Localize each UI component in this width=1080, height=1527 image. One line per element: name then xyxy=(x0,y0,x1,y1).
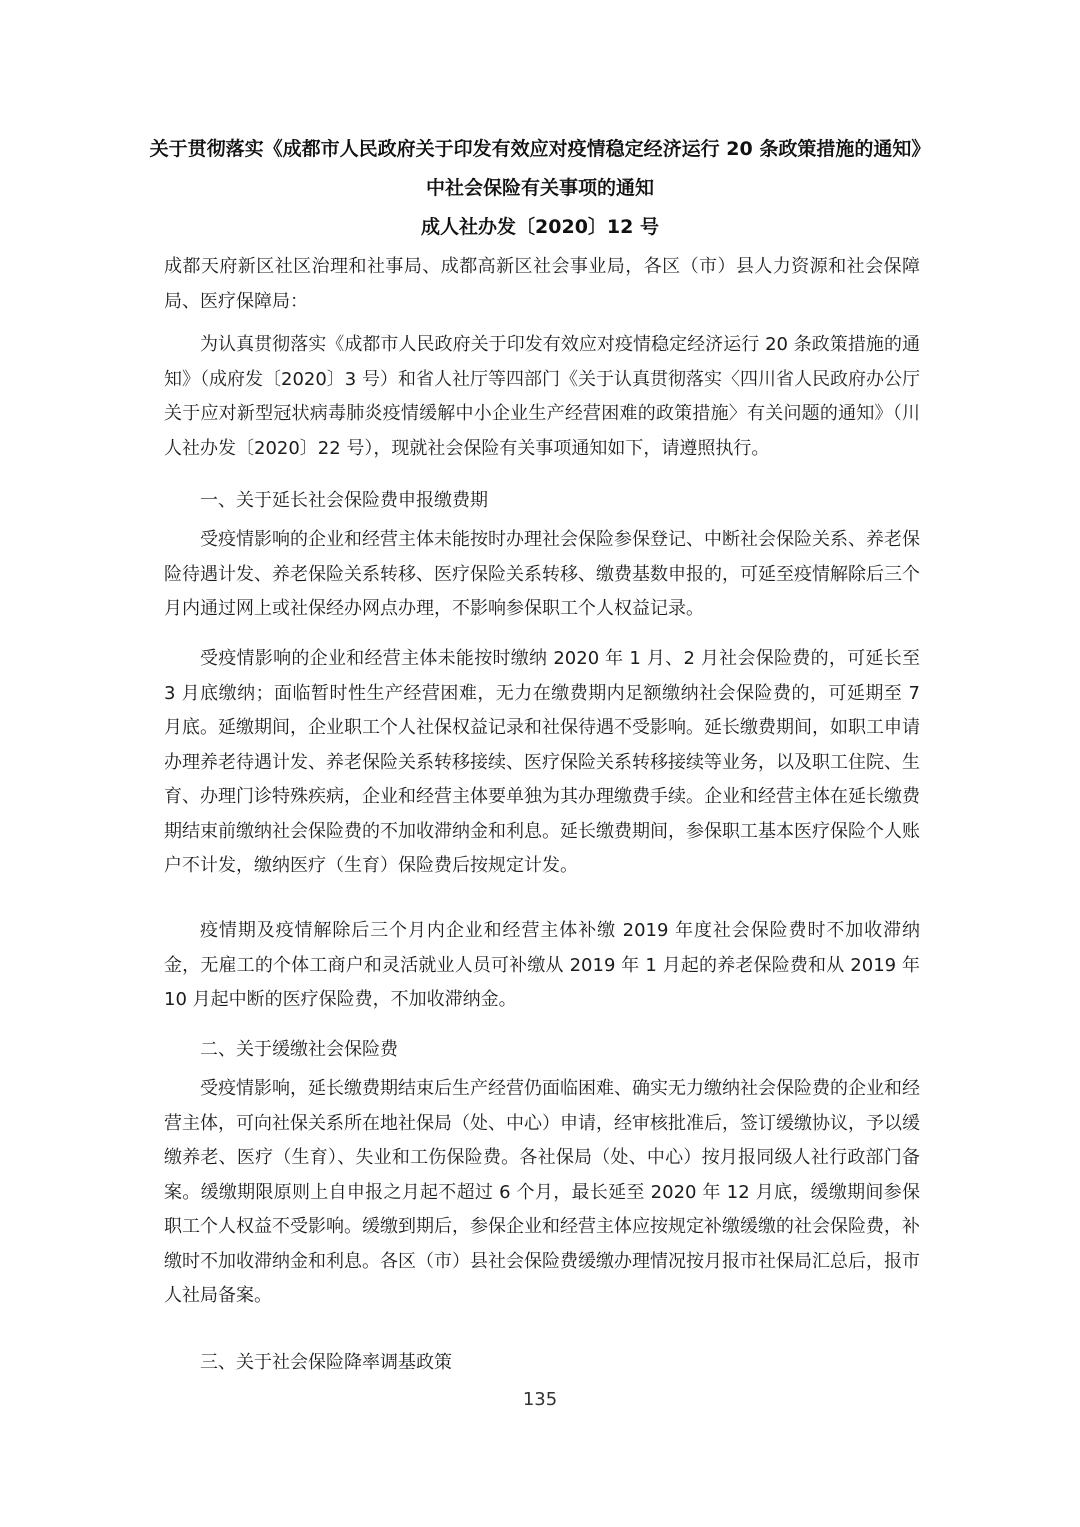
section-3-heading: 三、关于社会保险降率调基政策 xyxy=(200,1352,452,1373)
intro-paragraph: 为认真贯彻落实《成都市人民政府关于印发有效应对疫情稳定经济运行 20 条政策措施的通知》（成府发〔2020〕3 号）和省人社厅等四部门《关于认真贯彻落实〈四川省人民政府办公厅关于应对新型冠状病毒肺炎疫情缓解中小企业生产经营困难的政策措施〉有关问题的通知》（川人社办发〔2020〕22 号），现就社会保险有关事项通知如下，请遵照执行。 xyxy=(164,334,920,459)
addressee-paragraph: 成都天府新区社区治理和社事局、成都高新区社会事业局，各区（市）县人力资源和社会保障局、医疗保障局： xyxy=(164,256,920,312)
section-1-paragraph-2: 受疫情影响的企业和经营主体未能按时缴纳 2020 年 1 月、2 月社会保险费的，可延长至 3 月底缴纳；面临暂时性生产经营困难，无力在缴费期内足额缴纳社会保险费的，可延期至 7 月底。延缴期间，企业职工个人社保权益记录和社保待遇不受影响。延长缴费期间，如职工申请办理养老待遇计发、养老保险关系转移接续、医疗保险关系转移接续等业务，以及职工住院、生育、办理门诊特殊疾病，企业和经营主体要单独为其办理缴费手续。企业和经营主体在延长缴费期结束前缴纳社会保险费的不加收滞纳金和利息。延长缴费期间，参保职工基本医疗保险个人账户不计发，缴纳医疗（生育）保险费后按规定计发。 xyxy=(164,648,920,876)
section-2-paragraph-1: 受疫情影响，延长缴费期结束后生产经营仍面临困难、确实无力缴纳社会保险费的企业和经营主体，可向社保关系所在地社保局（处、中心）申请，经审核批准后，签订缓缴协议，予以缓缴养老、医疗（生育）、失业和工伤保险费。各社保局（处、中心）按月报同级人社行政部门备案。缓缴期限原则上自申报之月起不超过 6 个月，最长延至 2020 年 12 月底，缓缴期间参保职工个人权益不受影响。缓缴到期后，参保企业和经营主体应按规定补缴缓缴的社会保险费，补缴时不加收滞纳金和利息。各区（市）县社会保险费缓缴办理情况按月报市社保局汇总后，报市人社局备案。 xyxy=(164,1078,920,1306)
page-number: 135 xyxy=(522,1389,558,1410)
section-2-heading: 二、关于缓缴社会保险费 xyxy=(200,1039,398,1060)
document-number: 成人社办发〔2020〕12 号 xyxy=(421,216,659,238)
section-1-heading: 一、关于延长社会保险费申报缴费期 xyxy=(200,490,488,511)
document-title-line-1: 关于贯彻落实《成都市人民政府关于印发有效应对疫情稳定经济运行 20 条政策措施的通知》 xyxy=(149,138,931,160)
document-title-line-2: 中社会保险有关事项的通知 xyxy=(425,177,654,199)
section-1-paragraph-1: 受疫情影响的企业和经营主体未能按时办理社会保险参保登记、中断社会保险关系、养老保险待遇计发、养老保险关系转移、医疗保险关系转移、缴费基数申报的，可延至疫情解除后三个月内通过网上或社保经办网点办理，不影响参保职工个人权益记录。 xyxy=(164,529,920,619)
section-1-paragraph-3: 疫情期及疫情解除后三个月内企业和经营主体补缴 2019 年度社会保险费时不加收滞纳金，无雇工的个体工商户和灵活就业人员可补缴从 2019 年 1 月起的养老保险费和从 2019 年 10 月起中断的医疗保险费，不加收滞纳金。 xyxy=(164,920,920,1010)
